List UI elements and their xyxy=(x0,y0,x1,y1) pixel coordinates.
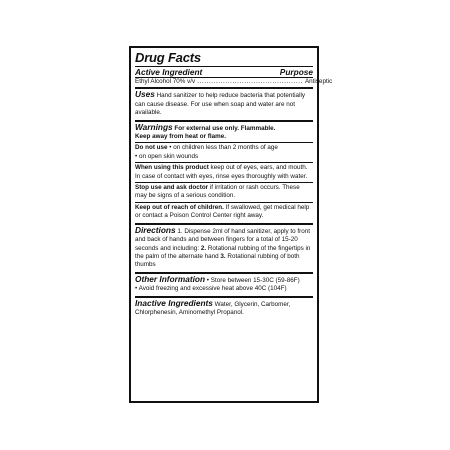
do-not-use-item: • on children less than 2 months of age xyxy=(167,144,278,152)
keep-out-section xyxy=(135,203,313,222)
warnings-external-use: For external use only. Flammable. xyxy=(172,124,276,132)
drug-facts-title: Drug Facts xyxy=(135,50,313,67)
directions-section xyxy=(135,225,313,271)
directions-text: Rotational rubbing of the fingertips in the palm of the alternate hand xyxy=(135,244,311,260)
stop-use-label: Stop use and ask doctor xyxy=(135,184,209,192)
keep-out-label: Keep out of reach of children. xyxy=(135,203,224,211)
leader-dots: ............................................. xyxy=(197,78,303,85)
when-using-label: When using this product xyxy=(135,164,209,172)
do-not-use-item: • on open skin wounds xyxy=(135,152,199,160)
drug-facts-label xyxy=(129,46,333,403)
do-not-use-label: Do not use xyxy=(135,144,168,152)
uses-section xyxy=(135,89,313,118)
when-using-section xyxy=(135,163,313,182)
warnings-section xyxy=(135,122,313,143)
stop-use-text: if irritation or rash occurs. These may be signs of a serious condition. xyxy=(135,184,300,200)
other-information-heading: Other Information xyxy=(135,273,206,284)
when-using-text: keep out of eyes, ears, and mouth. In case of contact with eyes, rinse eyes thoroughly with water. xyxy=(135,164,308,180)
stop-use-section xyxy=(135,183,313,202)
directions-text: 1. Dispense 2ml of hand sanitizer, apply to front and back of hands and between fingers for a total of 15-20 seconds and including: xyxy=(135,227,310,252)
inactive-ingredients-heading: Inactive Ingredients xyxy=(135,297,213,308)
warnings-heading: Warnings xyxy=(135,121,173,132)
directions-step-number: 3. xyxy=(220,252,226,260)
directions-heading: Directions xyxy=(135,224,176,235)
purpose-heading: Purpose xyxy=(279,67,313,77)
warnings-keep-away: Keep away from heat or flame. xyxy=(135,133,226,141)
inactive-ingredients-section xyxy=(135,298,313,319)
active-ingredient-row xyxy=(135,78,333,86)
keep-out-text: If swallowed, get medical help or contact a Poison Control Center right away. xyxy=(135,203,310,220)
uses-heading: Uses xyxy=(135,89,155,100)
directions-text: Rotational rubbing of both thumbs xyxy=(135,252,300,269)
inactive-ingredients-text: Water, Glycerin, Carbomer, Chlorphenesin, Aminomethyl Propanol. xyxy=(135,300,291,316)
active-ingredient-header xyxy=(135,67,313,78)
do-not-use-section xyxy=(135,143,313,162)
other-information-section xyxy=(135,274,313,295)
active-ingredient-heading: Active Ingredient xyxy=(135,67,203,77)
active-ingredient-name: Ethyl Alcohol 70% v/v xyxy=(135,78,196,85)
uses-text: Hand sanitizer to help reduce bacteria that potentially can cause disease. For use when soap and water are not available. xyxy=(135,92,306,117)
directions-step-number: 2. xyxy=(200,244,207,252)
other-information-item: • Avoid freezing and excessive heat above 40C (104F) xyxy=(135,285,287,293)
other-information-item: • Store between 15-30C (59-86F) xyxy=(205,276,300,284)
active-ingredient-purpose: Antiseptic xyxy=(304,78,333,85)
